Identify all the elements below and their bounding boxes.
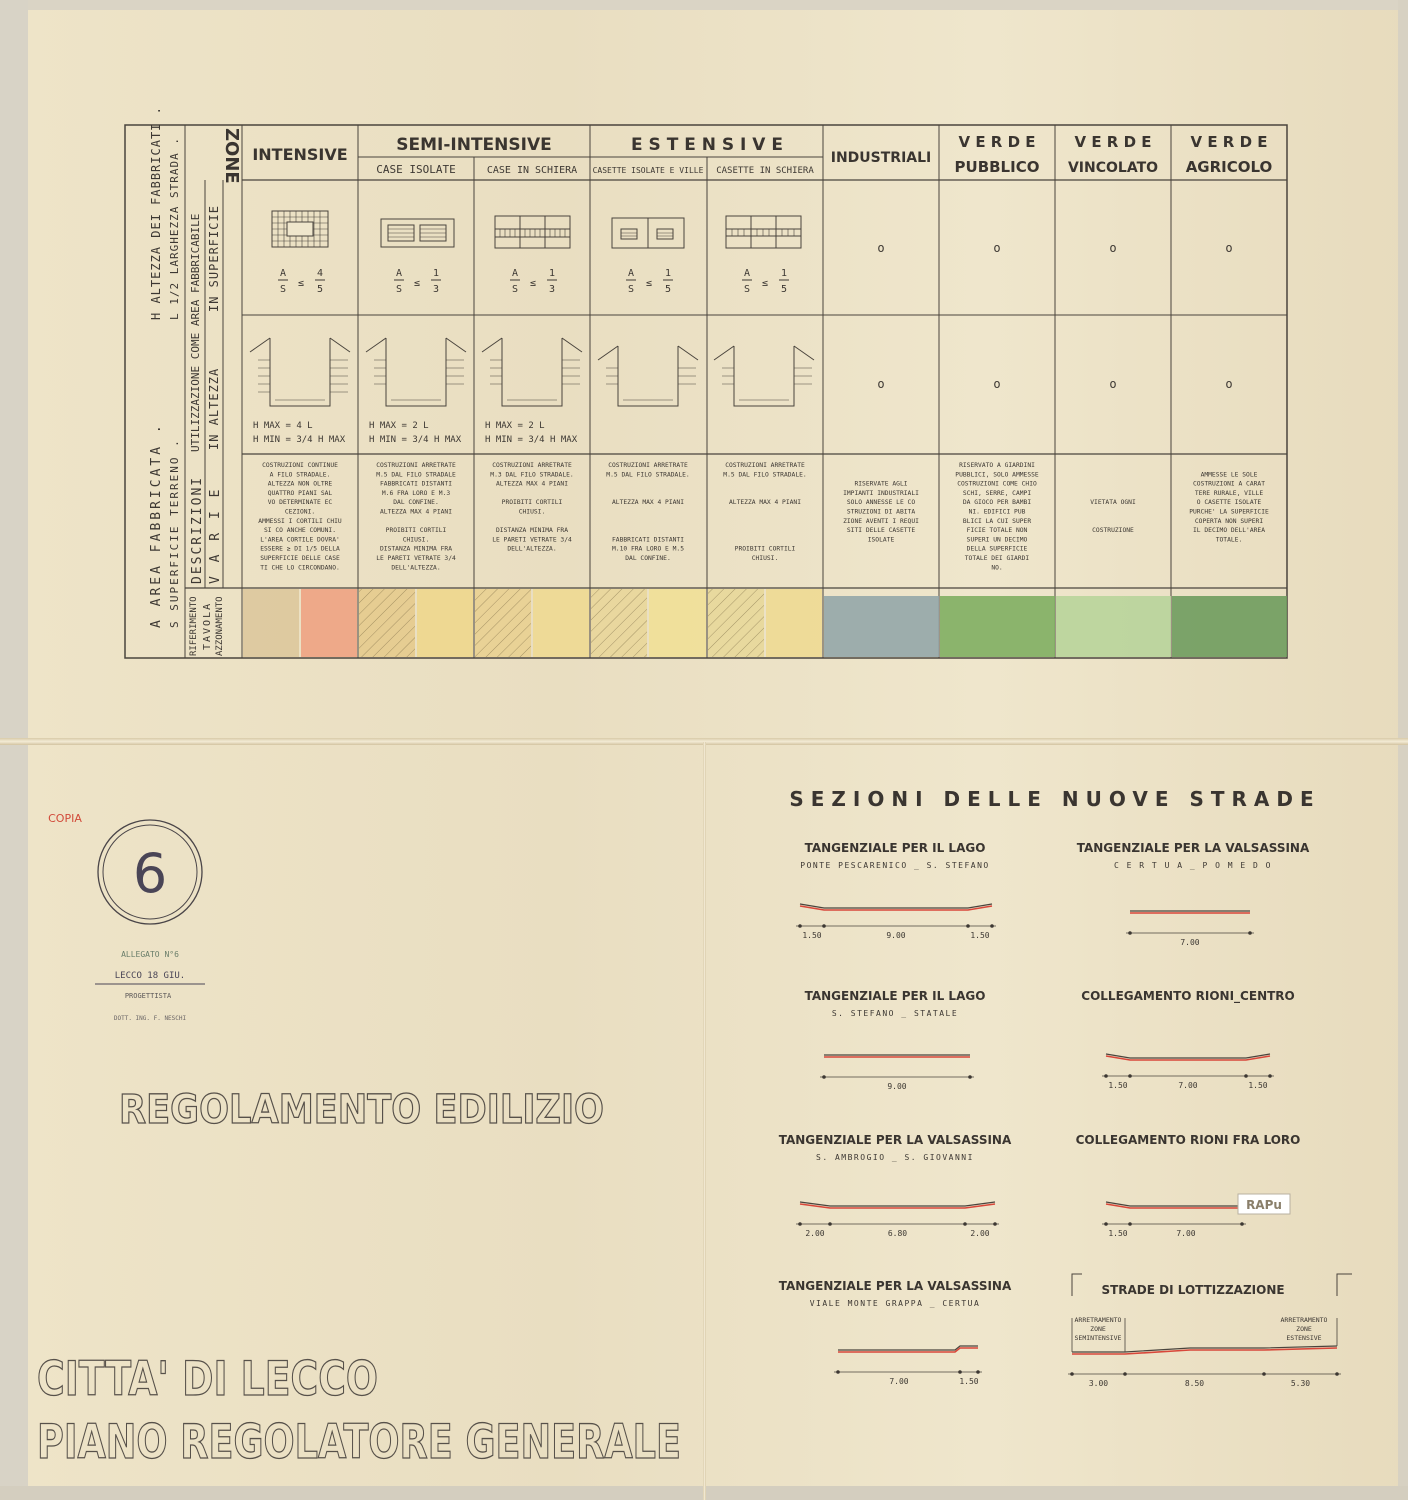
dimension-tick bbox=[1248, 931, 1252, 935]
height-diagram-case-schiera bbox=[482, 338, 582, 406]
road-section-subtitle: C E R T U A _ P O M E D O bbox=[1114, 861, 1272, 870]
svg-text:≤: ≤ bbox=[645, 278, 653, 289]
legend-row bbox=[243, 589, 1287, 657]
dimension-tick bbox=[1070, 1372, 1074, 1376]
description-line: CHIUSI. bbox=[518, 508, 546, 516]
description-line: M.10 FRA LORO E M.5 bbox=[611, 545, 685, 553]
svg-text:o: o bbox=[1109, 377, 1117, 391]
legend-swatch bbox=[417, 589, 473, 657]
svg-text:PROGETTISTA: PROGETTISTA bbox=[124, 992, 172, 1000]
description-line: SITI DELLE CASETTE bbox=[846, 527, 916, 535]
svg-text:o: o bbox=[877, 241, 885, 255]
road-section bbox=[796, 841, 996, 940]
road-section-title: COLLEGAMENTO RIONI_CENTRO bbox=[1081, 989, 1295, 1003]
dimension-tick bbox=[1123, 1372, 1127, 1376]
dimension-label: 9.00 bbox=[887, 1082, 907, 1091]
description-line: SOLO ANNESSE LE CO bbox=[846, 499, 916, 507]
dimension-label: 2.00 bbox=[805, 1229, 825, 1238]
row-label-riferimento: RIFERIMENTO bbox=[189, 596, 199, 656]
svg-text:≤: ≤ bbox=[761, 278, 769, 289]
road-note-right: ARRETRAMENTO bbox=[1280, 1316, 1328, 1324]
svg-text:A: A bbox=[511, 268, 519, 279]
dimension-label: 5.30 bbox=[1290, 1379, 1311, 1388]
height-diagram-case-isolate bbox=[366, 338, 466, 406]
row-label-in-superficie: IN SUPERFICIE bbox=[207, 205, 221, 312]
description-line: O CASETTE ISOLATE bbox=[1196, 499, 1262, 507]
legend-swatch bbox=[649, 589, 706, 657]
description-line: LE PARETI VETRATE 3/4 bbox=[492, 536, 572, 544]
formula-case-isolate bbox=[394, 268, 441, 295]
dimension-tick bbox=[822, 924, 826, 928]
road-note-left: SEMINTENSIVE bbox=[1074, 1334, 1122, 1342]
dimension-tick bbox=[1244, 1074, 1248, 1078]
dimension-label: 1.50 bbox=[970, 931, 990, 940]
svg-text:A: A bbox=[279, 268, 287, 279]
road-section bbox=[1077, 841, 1310, 947]
description-line: A FILO STRADALE. bbox=[269, 471, 331, 479]
svg-text:A: A bbox=[627, 268, 635, 279]
description-line: DELL'ALTEZZA. bbox=[391, 564, 441, 572]
svg-text:LECCO 18 GIU.: LECCO 18 GIU. bbox=[114, 971, 186, 981]
header-sub-casette-schiera: CASETTE IN SCHIERA bbox=[716, 166, 814, 176]
legend-swatch bbox=[301, 589, 357, 657]
height-diagram-casette-schiera bbox=[714, 346, 814, 406]
description-line: LE PARETI VETRATE 3/4 bbox=[376, 555, 456, 562]
road-section-subtitle: S. AMBROGIO _ S. GIOVANNI bbox=[816, 1153, 974, 1162]
row-label-azzonamento: AZZONAMENTO bbox=[215, 596, 225, 656]
description-line: DAL CONFINE. bbox=[625, 555, 671, 562]
description-line: VO DETERMINATE EC bbox=[267, 499, 333, 507]
svg-text:DOTT. ING. F. NESCHI: DOTT. ING. F. NESCHI bbox=[113, 1015, 187, 1022]
dimension-label: 7.00 bbox=[1180, 938, 1200, 947]
road-section-subtitle: S. STEFANO _ STATALE bbox=[831, 1009, 959, 1018]
dimension-tick bbox=[1128, 1222, 1132, 1226]
description-line: BLICI LA CUI SUPER bbox=[962, 517, 1032, 525]
description-line: PROIBITI CORTILI bbox=[385, 527, 447, 535]
formula-casette-isolate bbox=[626, 268, 673, 295]
surface-formulas bbox=[278, 268, 789, 295]
description-line: PURCHE' LA SUPERFICIE bbox=[1189, 508, 1269, 516]
description-line: M.6 FRA LORO E M.3 bbox=[381, 489, 451, 497]
description-line: AMMESSI I CORTILI CHIU bbox=[258, 517, 342, 525]
svg-text:5: 5 bbox=[780, 284, 788, 295]
description-line: DELLA SUPERFICIE bbox=[966, 545, 1028, 553]
header-verde-agricolo-1: V E R D E bbox=[1190, 133, 1268, 151]
row-label-tavola: TAVOLA bbox=[202, 601, 213, 650]
description-line: ALTEZZA NON OLTRE bbox=[267, 480, 333, 488]
dimension-tick bbox=[1268, 1074, 1272, 1078]
dimension-tick bbox=[1104, 1222, 1108, 1226]
svg-text:1: 1 bbox=[780, 268, 788, 279]
road-section bbox=[1068, 1274, 1352, 1388]
description-line: COSTRUZIONI ARRETRATE bbox=[492, 462, 572, 469]
dimension-tick bbox=[968, 1075, 972, 1079]
svg-text:1: 1 bbox=[664, 268, 672, 279]
svg-text:3: 3 bbox=[548, 284, 556, 295]
road-section bbox=[1076, 1133, 1301, 1238]
header-verde-vincolato-2: VINCOLATO bbox=[1067, 160, 1159, 176]
allegato-stamp bbox=[95, 950, 205, 1022]
formula-casette-schiera bbox=[742, 268, 789, 295]
road-note-left: ARRETRAMENTO bbox=[1074, 1316, 1122, 1324]
description-line: QUATTRO PIANI SAL bbox=[267, 489, 333, 497]
header-intensive: INTENSIVE bbox=[252, 145, 348, 164]
header-verde-agricolo-2: AGRICOLO bbox=[1185, 158, 1273, 176]
description-line: CHIUSI. bbox=[402, 536, 430, 544]
road-section-title: TANGENZIALE PER LA VALSASSINA bbox=[778, 1279, 1012, 1293]
dimension-label: 7.00 bbox=[1176, 1229, 1196, 1238]
road-section-title: STRADE DI LOTTIZZAZIONE bbox=[1101, 1283, 1285, 1297]
svg-text:o: o bbox=[1225, 241, 1233, 255]
svg-text:S: S bbox=[743, 284, 751, 295]
road-sections bbox=[779, 841, 1352, 1388]
svg-text:S: S bbox=[279, 284, 287, 295]
height-diagram-casette-isolate bbox=[598, 346, 698, 406]
description-line: IL DECIMO DELL'AREA bbox=[1192, 527, 1266, 535]
road-section-title: TANGENZIALE PER IL LAGO bbox=[804, 989, 986, 1003]
description-line: M.5 DAL FILO STRADALE. bbox=[723, 471, 807, 479]
svg-text:1: 1 bbox=[548, 268, 556, 279]
height-diagram-intensive bbox=[250, 338, 350, 406]
dimension-tick bbox=[828, 1222, 832, 1226]
dimension-tick bbox=[1128, 931, 1132, 935]
description-line: DAL CONFINE. bbox=[393, 499, 439, 507]
description-line: SUPERFICIE DELLE CASE bbox=[260, 555, 340, 562]
description-line: NO. bbox=[991, 564, 1003, 572]
dimension-label: 9.00 bbox=[886, 931, 906, 940]
description-line: STRUZIONI DI ABITA bbox=[846, 508, 916, 516]
description-line: M.5 DAL FILO STRADALE. bbox=[606, 471, 690, 479]
description-line: COSTRUZIONI ARRETRATE bbox=[376, 462, 456, 469]
legend-swatch bbox=[1172, 596, 1287, 657]
dimension-tick bbox=[798, 1222, 802, 1226]
dimension-tick bbox=[966, 924, 970, 928]
description-line: DELL'ALTEZZA. bbox=[507, 545, 557, 553]
dimension-label: 7.00 bbox=[1178, 1081, 1198, 1090]
row-label-in-altezza: IN ALTEZZA bbox=[207, 367, 221, 450]
svg-text:H MAX = 2 L: H MAX = 2 L bbox=[369, 421, 429, 431]
description-line: TOTALE. bbox=[1215, 536, 1243, 544]
description-line: COSTRUZIONE bbox=[1092, 527, 1134, 535]
description-line: M.3 DAL FILO STRADALE. bbox=[490, 471, 574, 479]
header-industriali: INDUSTRIALI bbox=[830, 150, 932, 166]
road-section bbox=[779, 1279, 1012, 1386]
title-regolamento-edilizio: REGOLAMENTO EDILIZIO bbox=[119, 1087, 604, 1133]
road-section-title: TANGENZIALE PER LA VALSASSINA bbox=[778, 1133, 1012, 1147]
legend-swatch bbox=[243, 589, 299, 657]
svg-text:H MIN = 3/4 H MAX: H MIN = 3/4 H MAX bbox=[369, 435, 462, 445]
svg-text:6: 6 bbox=[132, 842, 168, 905]
header-sub-casette-isolate: CASETTE ISOLATE E VILLE bbox=[592, 166, 704, 175]
description-line: SI CO ANCHE COMUNI. bbox=[263, 527, 337, 535]
dimension-tick bbox=[1335, 1372, 1339, 1376]
road-profile bbox=[1106, 1054, 1270, 1058]
height-diagrams bbox=[250, 338, 814, 406]
svg-text:S: S bbox=[627, 284, 635, 295]
side-label-altezza: H ALTEZZA DEI FABBRICATI . bbox=[149, 106, 163, 320]
description-line: PUBBLICI, SOLO AMMESSE bbox=[955, 471, 1039, 479]
road-profile bbox=[1106, 1202, 1242, 1206]
dimension-tick bbox=[798, 924, 802, 928]
svg-text:H MIN = 3/4 H MAX: H MIN = 3/4 H MAX bbox=[485, 435, 578, 445]
legend-swatch bbox=[533, 589, 589, 657]
dimension-tick bbox=[836, 1370, 840, 1374]
legend-hatch bbox=[591, 589, 647, 657]
row-label-descrizioni: DESCRIZIONI bbox=[190, 475, 205, 584]
description-line: COSTRUZIONI A CARAT bbox=[1192, 480, 1266, 488]
description-line: TERE RURALE, VILLE bbox=[1194, 489, 1264, 497]
road-section-title: TANGENZIALE PER LA VALSASSINA bbox=[1076, 841, 1310, 855]
description-line: COSTRUZIONI ARRETRATE bbox=[725, 462, 805, 469]
description-line: ALTEZZA MAX 4 PIANI bbox=[495, 480, 569, 488]
description-line: SUPERI UN DECIMO bbox=[966, 536, 1028, 544]
sections-heading: SEZIONI DELLE NUOVE STRADE bbox=[789, 787, 1321, 811]
road-section-title: TANGENZIALE PER IL LAGO bbox=[804, 841, 986, 855]
dimension-tick bbox=[958, 1370, 962, 1374]
side-label-larghezza: L 1/2 LARGHEZZA STRADA . bbox=[168, 137, 181, 320]
description-line: TOTALE DEI GIARDI bbox=[964, 555, 1030, 562]
legend-hatch bbox=[359, 589, 415, 657]
header-estensive: E S T E N S I V E bbox=[631, 135, 783, 155]
description-line: AMMESSE LE SOLE bbox=[1200, 471, 1258, 479]
description-line: ESSERE ≥ DI 1/5 DELLA bbox=[260, 545, 340, 553]
header-verde-vincolato-1: V E R D E bbox=[1074, 133, 1152, 151]
svg-text:5: 5 bbox=[664, 284, 672, 295]
title-piano-regolatore: PIANO REGOLATORE GENERALE bbox=[37, 1415, 681, 1470]
description-line: ISOLATE bbox=[867, 536, 895, 544]
header-sub-case-isolate: CASE ISOLATE bbox=[376, 163, 456, 176]
road-section bbox=[805, 989, 986, 1091]
road-surface bbox=[1072, 1348, 1337, 1354]
road-section-subtitle: VIALE MONTE GRAPPA _ CERTUA bbox=[809, 1299, 981, 1308]
description-line: RISERVATE AGLI bbox=[854, 480, 908, 488]
description-line: IMPIANTI INDUSTRIALI bbox=[843, 489, 919, 497]
svg-text:A: A bbox=[395, 268, 403, 279]
description-line: M.5 DAL FILO STRADALE bbox=[376, 471, 456, 479]
dimension-tick bbox=[963, 1222, 967, 1226]
description-line: PROIBITI CORTILI bbox=[501, 499, 563, 507]
dimension-label: 2.00 bbox=[970, 1229, 990, 1238]
legend-swatch bbox=[766, 589, 822, 657]
dimension-label: 8.50 bbox=[1184, 1379, 1205, 1388]
dimension-label: 7.00 bbox=[889, 1377, 909, 1386]
svg-text:1: 1 bbox=[432, 268, 440, 279]
svg-text:≤: ≤ bbox=[413, 278, 421, 289]
description-line: SCHI, SERRE, CAMPI bbox=[962, 489, 1032, 497]
dimension-label: 1.50 bbox=[1108, 1081, 1128, 1090]
description-line: DISTANZA MINIMA FRA bbox=[495, 527, 569, 535]
description-line: COSTRUZIONI ARRETRATE bbox=[608, 462, 688, 469]
dimension-label: 1.50 bbox=[959, 1377, 979, 1386]
svg-text:≤: ≤ bbox=[297, 278, 305, 289]
svg-text:RAPu: RAPu bbox=[1246, 1198, 1282, 1212]
dimension-tick bbox=[1104, 1074, 1108, 1078]
number-seal bbox=[98, 820, 202, 924]
dimension-tick bbox=[1262, 1372, 1266, 1376]
legend-swatch bbox=[824, 596, 939, 657]
description-line: RISERVATO A GIARDINI bbox=[959, 462, 1035, 469]
description-line: ALTEZZA MAX 4 PIANI bbox=[611, 499, 685, 507]
description-line: ALTEZZA MAX 4 PIANI bbox=[728, 499, 802, 507]
road-section-subtitle: PONTE PESCARENICO _ S. STEFANO bbox=[800, 861, 990, 870]
dimension-tick bbox=[1128, 1074, 1132, 1078]
description-line: DISTANZA MINIMA FRA bbox=[379, 545, 453, 553]
svg-text:o: o bbox=[877, 377, 885, 391]
legend-swatch bbox=[940, 596, 1055, 657]
description-line: ZIONE AVENTI I REQUI bbox=[843, 517, 919, 525]
svg-text:H MAX = 2 L: H MAX = 2 L bbox=[485, 421, 545, 431]
road-section bbox=[1081, 989, 1294, 1090]
svg-text:ALLEGATO N°6: ALLEGATO N°6 bbox=[121, 950, 179, 959]
header-verde-pubblico-1: V E R D E bbox=[958, 133, 1036, 151]
formula-case-schiera bbox=[510, 268, 557, 295]
side-label-area: A AREA FABBRICATA . bbox=[149, 422, 164, 628]
row-label-varie: V A R I E bbox=[208, 486, 223, 584]
description-line: CEZIONI. bbox=[284, 508, 316, 516]
description-line: CHIUSI. bbox=[751, 555, 779, 562]
road-note-right: ZONE bbox=[1296, 1325, 1312, 1333]
legend-hatch bbox=[475, 589, 531, 657]
description-line: FICIE TOTALE NON bbox=[966, 527, 1028, 535]
road-profile bbox=[800, 904, 992, 908]
dimension-label: 6.80 bbox=[887, 1229, 908, 1238]
svg-text:o: o bbox=[993, 377, 1001, 391]
svg-text:o: o bbox=[1109, 241, 1117, 255]
road-note-left: ZONE bbox=[1090, 1325, 1106, 1333]
plan-diagrams bbox=[272, 211, 801, 248]
description-line: COSTRUZIONI COME CHIO bbox=[957, 480, 1037, 488]
rapu-badge bbox=[1238, 1194, 1290, 1214]
zone-table bbox=[125, 125, 1287, 658]
header-verde-pubblico-2: PUBBLICO bbox=[954, 158, 1040, 176]
dimension-tick bbox=[822, 1075, 826, 1079]
road-note-right: ESTENSIVE bbox=[1286, 1334, 1322, 1342]
side-label-superficie: S SUPERFICIE TERRENO . bbox=[168, 438, 181, 628]
svg-text:H MAX = 4 L: H MAX = 4 L bbox=[253, 421, 313, 431]
svg-text:S: S bbox=[511, 284, 519, 295]
dimension-label: 1.50 bbox=[1248, 1081, 1268, 1090]
formula-intensive bbox=[278, 268, 325, 295]
svg-text:H MIN = 3/4 H MAX: H MIN = 3/4 H MAX bbox=[253, 435, 346, 445]
dimension-label: 1.50 bbox=[1108, 1229, 1128, 1238]
svg-text:≤: ≤ bbox=[529, 278, 537, 289]
zone-label: ZONE bbox=[221, 128, 242, 184]
description-line: COSTRUZIONI CONTINUE bbox=[262, 462, 338, 469]
description-line: DA GIOCO PER BAMBI bbox=[962, 499, 1032, 507]
description-line: TI CHE LO CIRCONDANO. bbox=[260, 564, 340, 572]
descriptions bbox=[258, 462, 1269, 571]
svg-text:3: 3 bbox=[432, 284, 440, 295]
title-citta-di-lecco: CITTA' DI LECCO bbox=[37, 1352, 378, 1407]
height-formulas bbox=[253, 421, 578, 445]
description-line: PROIBITI CORTILI bbox=[734, 545, 796, 553]
svg-text:5: 5 bbox=[316, 284, 324, 295]
description-line: COPERTA NON SUPERI bbox=[1194, 517, 1264, 525]
description-line: L'AREA CORTILE DOVRA' bbox=[260, 536, 340, 544]
description-line: FABBRICATI DISTANTI bbox=[611, 536, 685, 544]
legend-hatch bbox=[708, 589, 764, 657]
dimension-tick bbox=[993, 1222, 997, 1226]
road-section bbox=[779, 1133, 1012, 1238]
description-line: ALTEZZA MAX 4 PIANI bbox=[379, 508, 453, 516]
description-line: VIETATA OGNI bbox=[1090, 499, 1136, 507]
dimension-tick bbox=[1240, 1222, 1244, 1226]
header-sub-case-schiera: CASE IN SCHIERA bbox=[486, 165, 578, 176]
svg-text:S: S bbox=[395, 284, 403, 295]
legend-swatch bbox=[1056, 596, 1171, 657]
svg-text:4: 4 bbox=[316, 268, 324, 279]
dimension-label: 1.50 bbox=[802, 931, 822, 940]
description-line: NI. EDIFICI PUB bbox=[968, 508, 1026, 516]
header-semi-intensive: SEMI-INTENSIVE bbox=[396, 135, 552, 155]
description-line: FABBRICATI DISTANTI bbox=[379, 480, 453, 488]
road-section-title: COLLEGAMENTO RIONI FRA LORO bbox=[1075, 1133, 1301, 1147]
svg-text:A: A bbox=[743, 268, 751, 279]
svg-text:o: o bbox=[993, 241, 1001, 255]
svg-text:o: o bbox=[1225, 377, 1233, 391]
dimension-tick bbox=[990, 924, 994, 928]
row-label-utilizzazione: UTILIZZAZIONE COME AREA FABBRICABILE bbox=[189, 213, 202, 452]
dimension-tick bbox=[976, 1370, 980, 1374]
road-profile bbox=[800, 1202, 995, 1206]
copia-mark: COPIA bbox=[48, 812, 82, 825]
dimension-label: 3.00 bbox=[1088, 1379, 1109, 1388]
